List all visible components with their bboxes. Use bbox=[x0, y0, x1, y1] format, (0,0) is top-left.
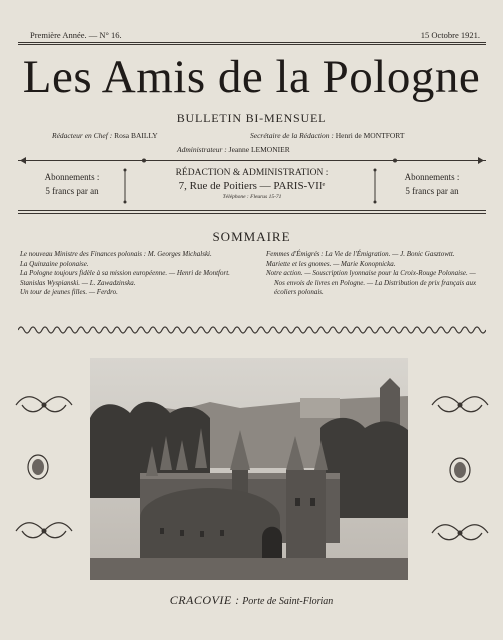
photo-caption bbox=[0, 593, 503, 608]
sommaire-right-column bbox=[266, 250, 486, 298]
wave-ornament-rule bbox=[18, 324, 486, 336]
abonnements-right bbox=[381, 172, 483, 196]
editor-label: Rédacteur en Chef : bbox=[52, 131, 113, 140]
scroll-ornament-right-bottom bbox=[430, 520, 490, 546]
abonnements-left bbox=[22, 172, 122, 196]
sommaire-item: Notre action. — Souscription lyonnaise pour la Croix-Rouge Polonaise. — Nos envois de livres en Pologne. — La Distribution de prix français aux écoliers polonais. bbox=[266, 269, 477, 297]
abonnements-left-label: Abonnements : bbox=[44, 172, 100, 182]
admin-name: Jeanne LEMONIER bbox=[228, 145, 290, 154]
secretary-label: Secrétaire de la Rédaction : bbox=[250, 131, 334, 140]
redaction-title: RÉDACTION & ADMINISTRATION : bbox=[175, 168, 329, 178]
caption-city: CRACOVIE : bbox=[169, 593, 240, 607]
sommaire-item: Femmes d'Émigrés : La Vie de l'Émigration. — J. Bonic Gasztowtt. bbox=[266, 250, 455, 258]
sommaire-item: Le nouveau Ministre des Finances polonais : M. Georges Michalski. bbox=[20, 250, 212, 258]
sommaire-item: La Quinzaine polonaise. bbox=[20, 259, 89, 268]
issue-number: Première Année. — N° 16. bbox=[30, 30, 122, 40]
telephone: Téléphone : Fleurus 15-71 bbox=[222, 194, 282, 200]
divider-ornament-left bbox=[122, 168, 128, 204]
sommaire-heading: SOMMAIRE bbox=[212, 229, 291, 244]
issue-header bbox=[30, 30, 480, 40]
editor-line bbox=[52, 131, 158, 140]
info-rule-bottom bbox=[18, 210, 486, 211]
top-rule-2 bbox=[18, 44, 486, 45]
top-rule bbox=[18, 42, 486, 43]
masthead-subtitle: BULLETIN BI-MENSUEL bbox=[176, 111, 327, 125]
scroll-ornament-right-top bbox=[430, 392, 490, 418]
divider-ornament-right bbox=[372, 168, 378, 204]
abonnements-right-label: Abonnements : bbox=[404, 172, 460, 182]
sommaire-left-column bbox=[20, 250, 245, 298]
sommaire-item: La Pologne toujours fidèle à sa mission européenne. — Henri de Montfort. bbox=[20, 269, 230, 278]
admin-line bbox=[177, 145, 290, 154]
editor-name: Rosa BAILLY bbox=[114, 131, 158, 140]
info-rule-bottom-2 bbox=[18, 213, 486, 214]
sommaire-item: Mariette et les gnomes. — Marie Konopnicka. bbox=[266, 259, 396, 268]
medallion-right bbox=[448, 456, 472, 484]
info-rule-ornament bbox=[18, 156, 486, 165]
abonnements-right-price: 5 francs par an bbox=[405, 186, 459, 196]
scroll-ornament-left-top bbox=[14, 392, 74, 418]
abonnements-left-price: 5 francs par an bbox=[45, 186, 99, 196]
photo-saint-florian-gate bbox=[90, 358, 408, 580]
scroll-ornament-left-bottom bbox=[14, 518, 74, 544]
medallion-left bbox=[26, 453, 50, 481]
redaction-block bbox=[132, 168, 372, 200]
caption-text: Porte de Saint-Florian bbox=[242, 596, 334, 607]
sommaire-item: Un tour de jeunes filles. — Ferdro. bbox=[20, 288, 118, 297]
admin-label: Administrateur : bbox=[177, 145, 227, 154]
masthead-title: Les Amis de la Pologne bbox=[22, 51, 481, 103]
sommaire-item: Stanislas Wyspianski. — L. Zawadzinska. bbox=[20, 278, 136, 287]
address: 7, Rue de Poitiers — PARIS-VIIᵉ bbox=[178, 180, 326, 192]
issue-date: 15 Octobre 1921. bbox=[420, 30, 480, 40]
secretary-name: Henri de MONTFORT bbox=[335, 131, 405, 140]
secretary-line bbox=[250, 131, 404, 140]
